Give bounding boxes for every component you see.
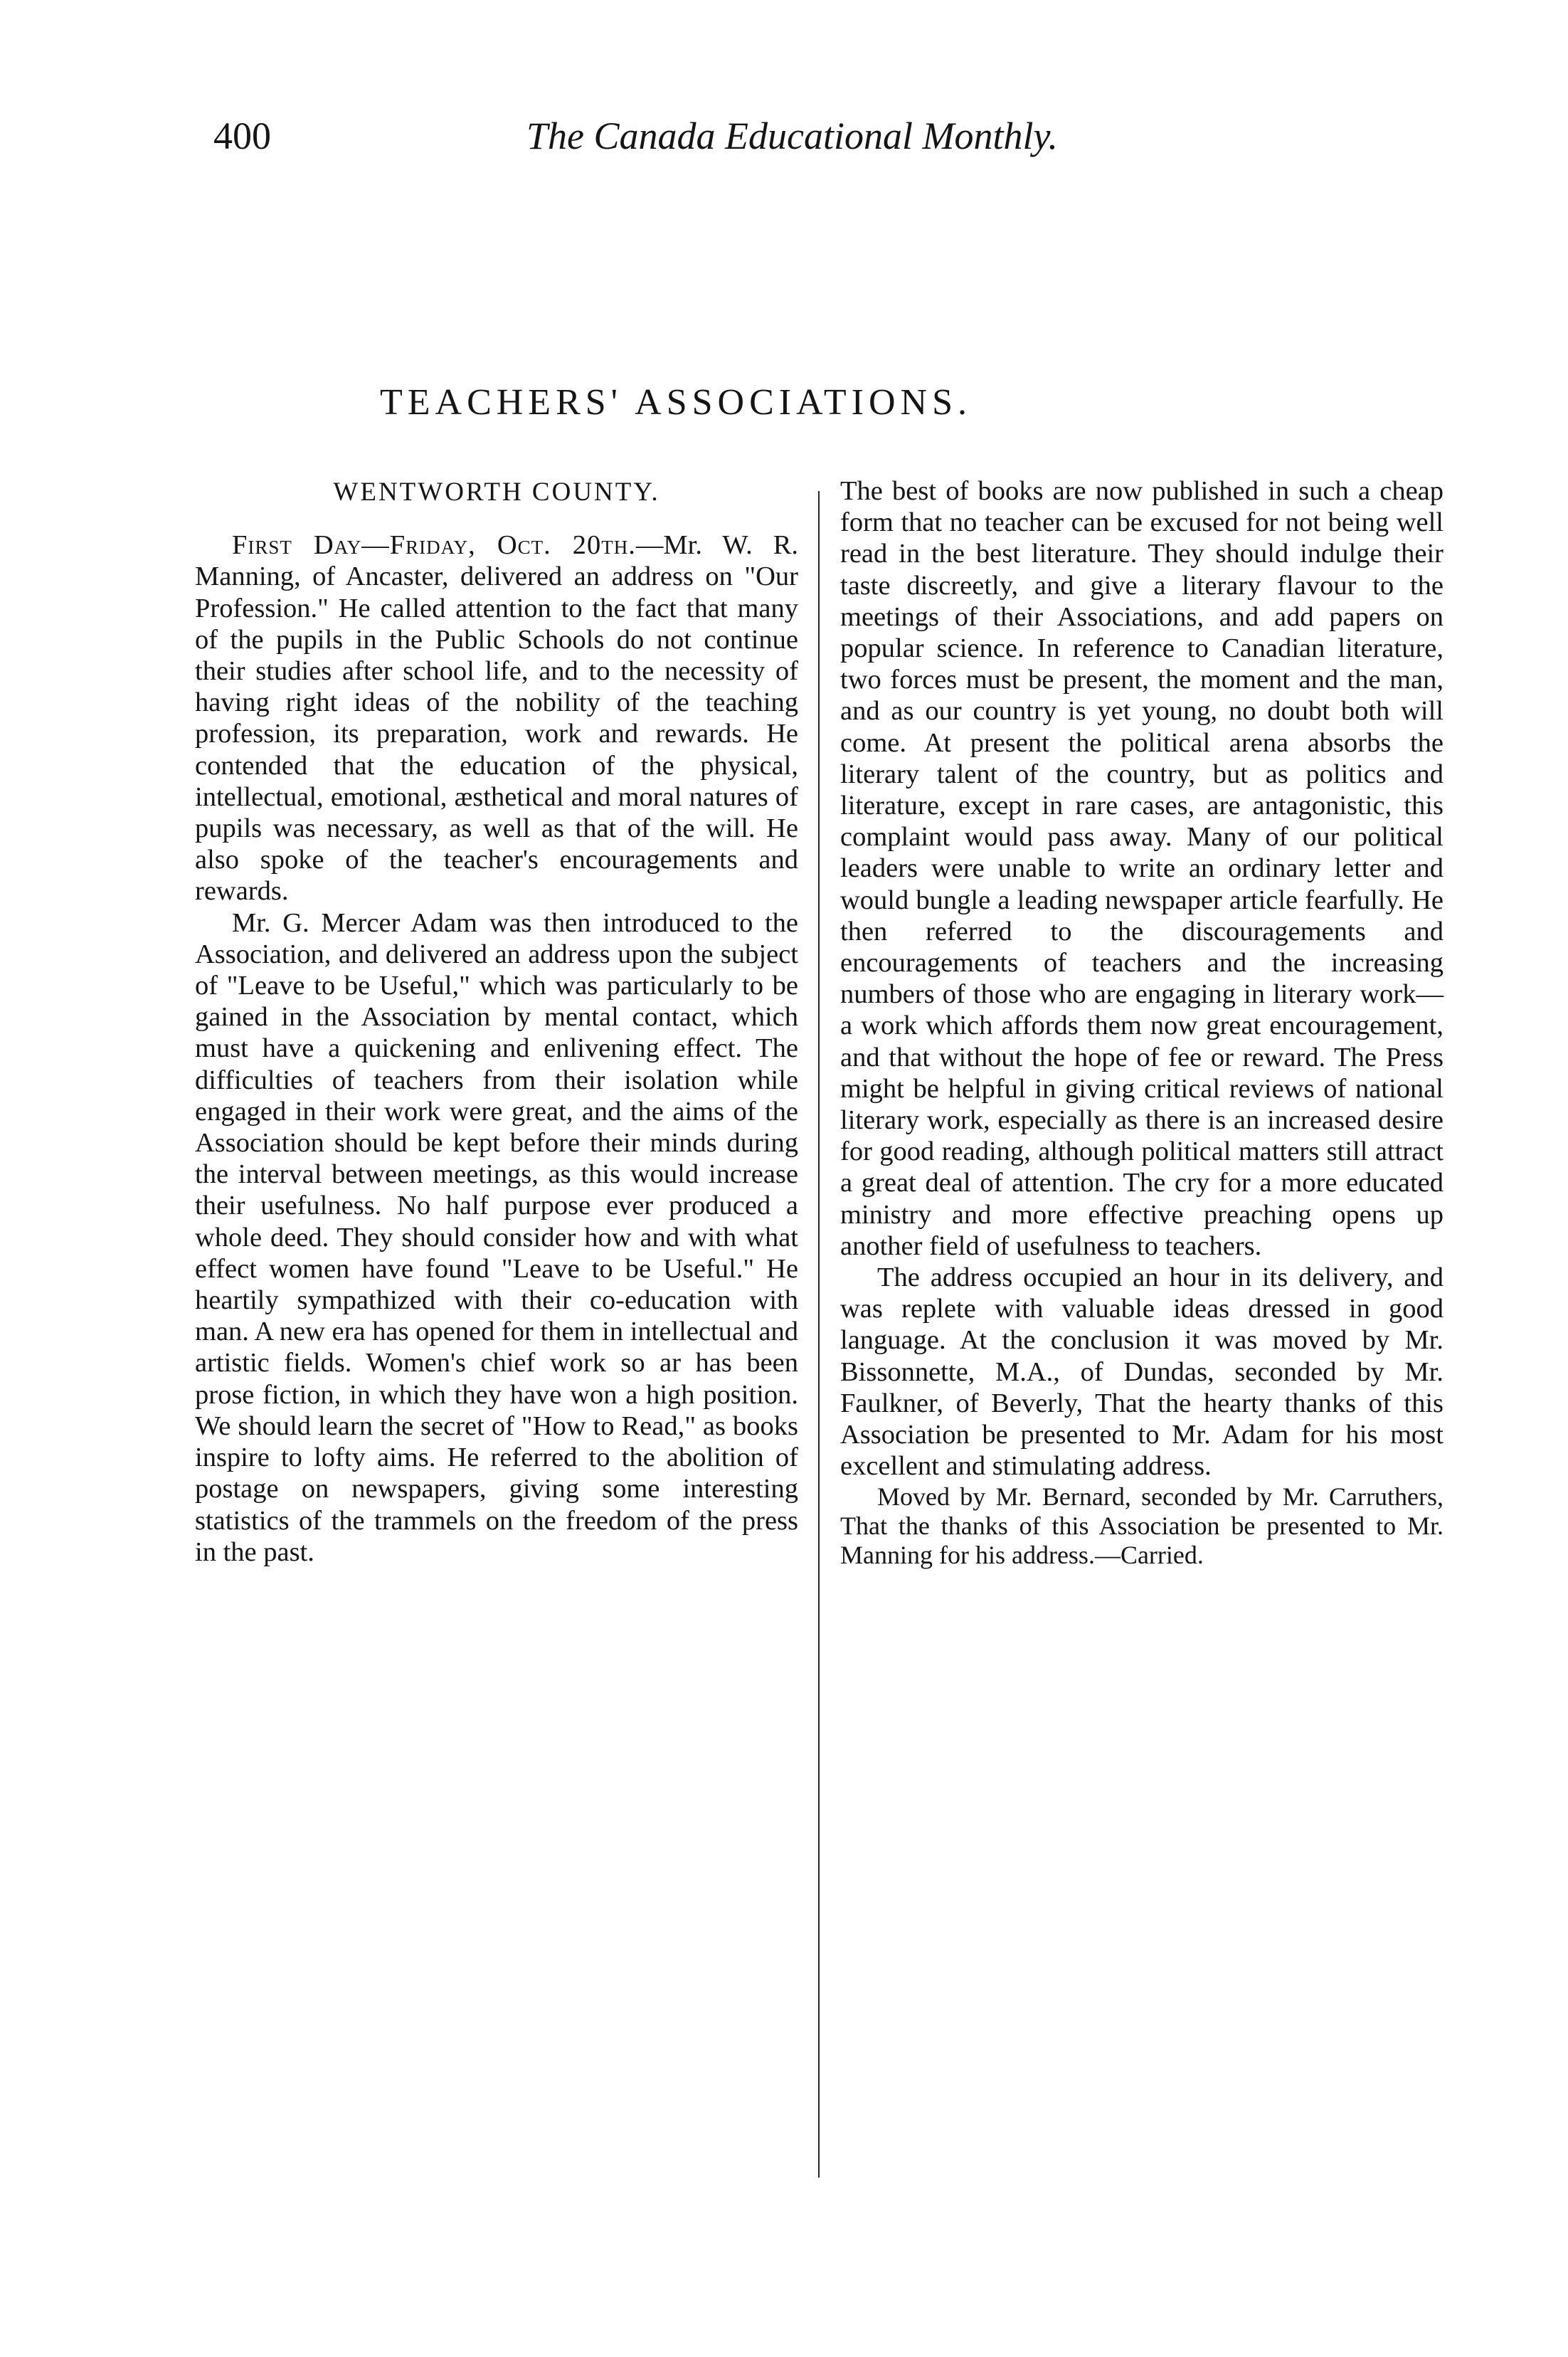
paragraph-adam-address: Mr. G. Mercer Adam was then introduced to the Association, and delivered an address upon the subject of "Leave to be Useful," which was particularly to be gained in the Association by mental contact, which must have a quickening and enlivening effect. The difficulties of teachers from their isolation while engaged in their work were great, and the aims of the Association should be kept before their minds during the interval between meetings, as this would increase their usefulness. No half purpose ever produced a whole deed. They should consider how and with what effect women have found "Leave to be Useful." He heartily sympathized with their co-education with man. A new era has opened for them in intellectual and artistic fields. Women's chief work so ar has been prose fiction, in which they have won a high position. We should learn the secret of "How to Read," as books inspire to lofty aims. He referred to the abolition of postage on newspapers, giving some interesting statistics of the trammels on the freedom of the press in the past.	[195, 907, 798, 1567]
paragraph-vote-of-thanks-manning: Moved by Mr. Bernard, seconded by Mr. Carruthers, That the thanks of this Association be presented to Mr. Manning for his address.—Carried.	[840, 1482, 1443, 1569]
paragraph-manning-address	[195, 529, 798, 907]
left-column	[195, 475, 798, 1568]
column-rule	[818, 491, 820, 2178]
paragraph-manning-body: —Mr. W. R. Manning, of Ancaster, delivered an address on "Our Profession." He called attention to the fact that many of the pupils in the Public Schools do not continue their studies after school life, and to the necessity of having right ideas of the nobility of the teaching profession, its preparation, work and rewards. He contended that the education of the physical, intellectual, emotional, æsthetical and moral natures of pupils was necessary, as well as that of the will. He also spoke of the teacher's encouragements and rewards.	[195, 530, 799, 907]
running-head	[213, 114, 1131, 171]
page-number: 400	[213, 115, 271, 157]
journal-title: The Canada Educational Monthly.	[526, 115, 1058, 157]
paragraph-vote-of-thanks-adam: The address occupied an hour in its delivery, and was replete with valuable ideas dressed in good language. At the conclusion it was moved by Mr. Bissonnette, M.A., of Dundas, seconded by Mr. Faulkner, of Beverly, That the hearty thanks of this Association be presented to Mr. Adam for his most excellent and stimulating address.	[840, 1262, 1443, 1482]
subhead-wentworth-county: WENTWORTH COUNTY.	[333, 478, 660, 507]
section-title: TEACHERS' ASSOCIATIONS.	[379, 382, 973, 423]
session-lead: First Day—Friday, Oct. 20th.	[232, 530, 636, 561]
paragraph-literature: The best of books are now published in such a cheap form that no teacher can be excused for not being well read in the best literature. They should indulge their taste discreetly, and give a literary flavour to the meetings of their Associations, and add papers on popular science. In reference to Canadian literature, two forces must be present, the moment and the man, and as our country is yet young, no doubt both will come. At present the political arena absorbs the literary talent of the country, but as politics and literature, except in rare cases, are antagonistic, this complaint would pass away. Many of our political leaders were unable to write an ordinary letter and would bungle a leading newspaper article fearfully. He then referred to the discouragements and encouragements of teachers and the increasing numbers of those who are engaging in literary work—a work which affords them now great encouragement, and that without the hope of fee or reward. The Press might be helpful in giving critical reviews of national literary work, especially as there is an increased desire for good reading, although political matters still attract a great deal of attention. The cry for a more educated ministry and more effective preaching opens up another field of usefulness to teachers.	[840, 476, 1443, 1261]
right-column	[840, 475, 1443, 1570]
